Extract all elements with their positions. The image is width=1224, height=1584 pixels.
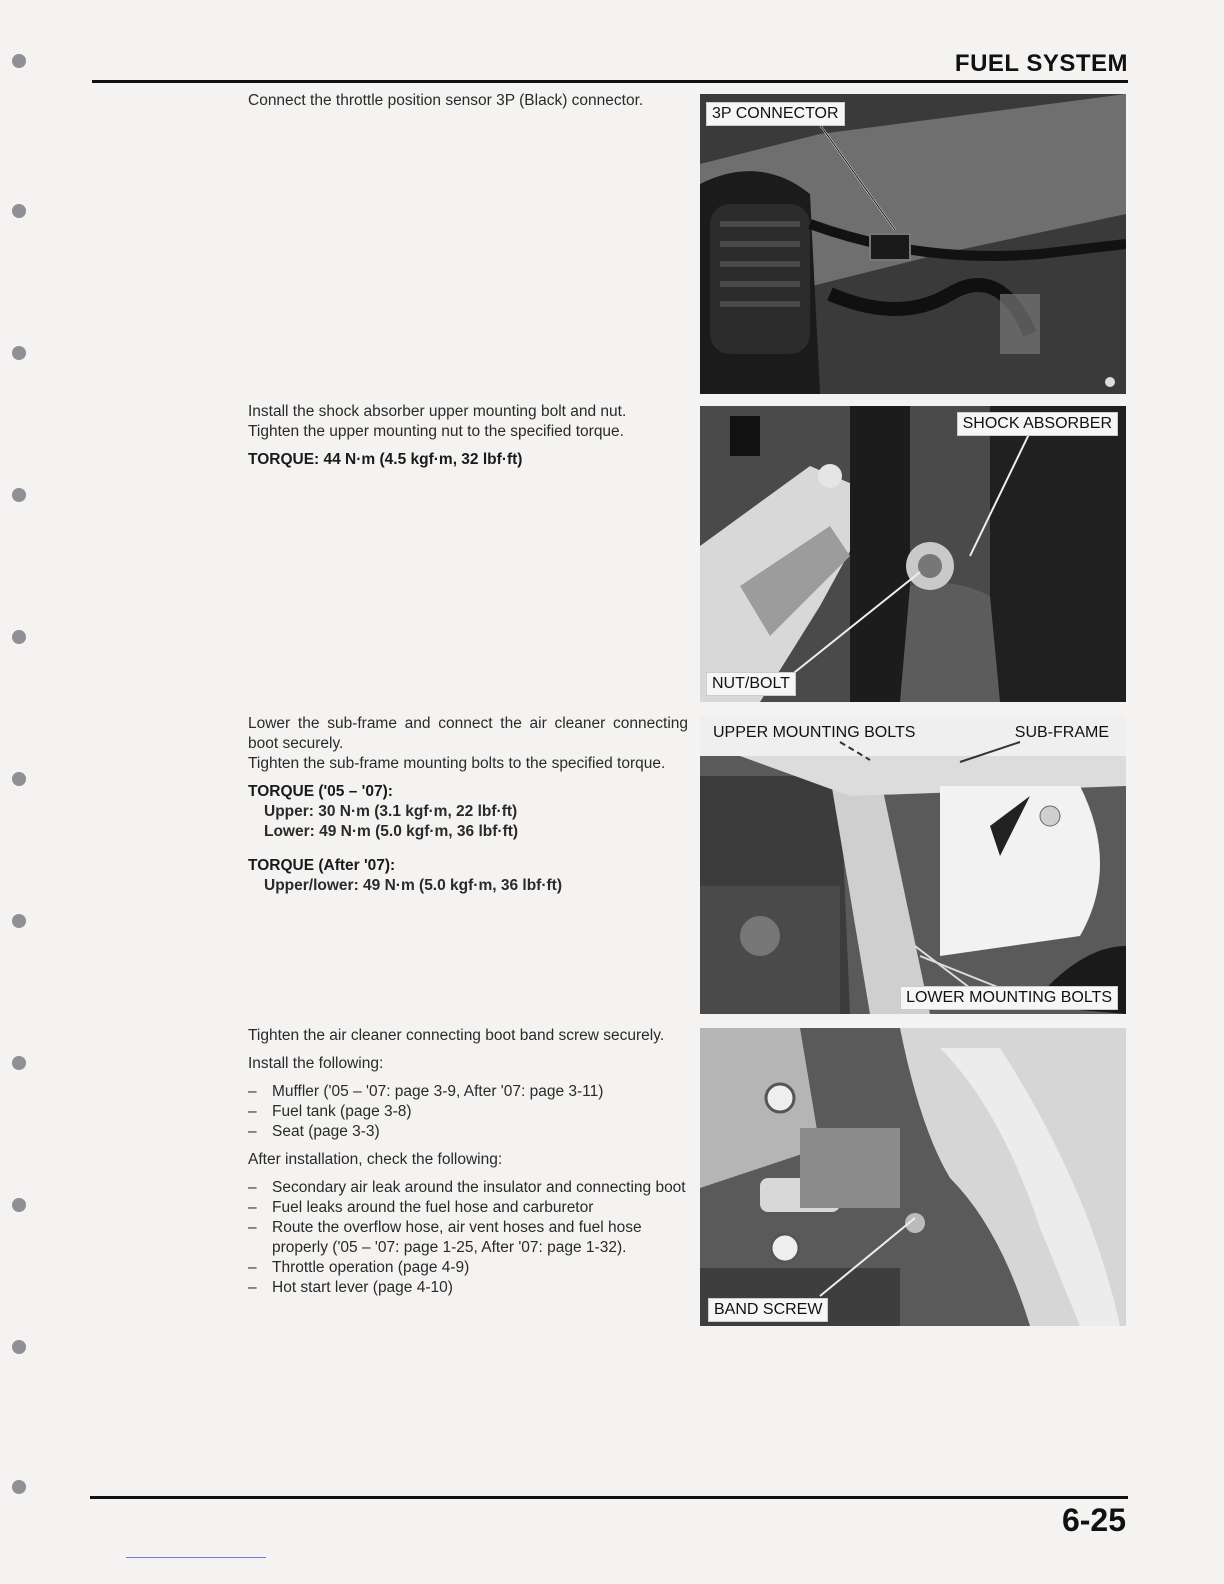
- step-2-line-1: Install the shock absorber upper mounting bolt and nut.: [248, 403, 627, 420]
- install-heading: Install the following:: [248, 1055, 384, 1072]
- torque-a-heading: TORQUE ('05 – '07):: [248, 783, 393, 800]
- step-3-line-2: Tighten the sub-frame mounting bolts to the specified torque.: [248, 755, 666, 772]
- binder-hole: [12, 346, 26, 360]
- list-item: – Throttle operation (page 4-9): [248, 1258, 688, 1278]
- torque-b-heading: TORQUE (After '07):: [248, 857, 396, 874]
- photo-illustration: [700, 716, 1126, 1014]
- binder-hole: [12, 630, 26, 644]
- list-item: – Route the overflow hose, air vent hoses and fuel hose properly ('05 – '07: page 1-25, After '07: page 1-32).: [248, 1218, 688, 1258]
- list-item: – Secondary air leak around the insulator and connecting boot: [248, 1178, 688, 1198]
- photo-band-screw: [700, 1028, 1126, 1326]
- list-item: – Hot start lever (page 4-10): [248, 1278, 688, 1298]
- binder-hole: [12, 1340, 26, 1354]
- step-3-line-1: Lower the sub-frame and connect the air cleaner connecting boot securely.: [248, 715, 688, 752]
- list-item: – Seat (page 3-3): [248, 1122, 688, 1142]
- binder-hole: [12, 914, 26, 928]
- label-sub-frame: SUB-FRAME: [1014, 724, 1109, 741]
- label-shock-absorber: SHOCK ABSORBER: [957, 412, 1118, 436]
- list-item: – Fuel tank (page 3-8): [248, 1102, 688, 1122]
- photo-illustration: [700, 406, 1126, 702]
- binder-hole: [12, 1198, 26, 1212]
- photo-shock-absorber: [700, 406, 1126, 702]
- step-2-torque: TORQUE: 44 N·m (4.5 kgf·m, 32 lbf·ft): [248, 451, 523, 468]
- label-band-screw: BAND SCREW: [708, 1298, 828, 1322]
- binder-hole: [12, 772, 26, 786]
- label-nut-bolt: NUT/BOLT: [706, 672, 796, 696]
- photo-illustration: [700, 1028, 1126, 1326]
- label-upper-mounting-bolts: UPPER MOUNTING BOLTS: [713, 724, 916, 741]
- step-3-text: [248, 714, 688, 896]
- binder-hole: [12, 54, 26, 68]
- list-item: – Fuel leaks around the fuel hose and carburetor: [248, 1198, 688, 1218]
- torque-a-lower: Lower: 49 N·m (5.0 kgf·m, 36 lbf·ft): [264, 823, 519, 840]
- install-list: [248, 1082, 688, 1142]
- step-4-line-1: Tighten the air cleaner connecting boot band screw securely.: [248, 1027, 665, 1044]
- check-heading: After installation, check the following:: [248, 1151, 503, 1168]
- binder-hole: [12, 1480, 26, 1494]
- step-4-text: [248, 1026, 688, 1306]
- step-2-line-2: Tighten the upper mounting nut to the specified torque.: [248, 423, 624, 440]
- header-rule: [92, 80, 1128, 83]
- binder-hole: [12, 1056, 26, 1070]
- torque-b-both: Upper/lower: 49 N·m (5.0 kgf·m, 36 lbf·ft): [264, 877, 562, 894]
- scan-mark: [126, 1557, 266, 1558]
- step-1-text: [248, 91, 688, 119]
- binder-hole: [12, 488, 26, 502]
- photo-illustration: [700, 94, 1126, 394]
- page-number: 6-25: [1061, 1502, 1126, 1538]
- section-title: FUEL SYSTEM: [954, 50, 1128, 77]
- photo-3p-connector: [700, 94, 1126, 394]
- label-lower-mounting-bolts: LOWER MOUNTING BOLTS: [900, 986, 1118, 1010]
- footer-rule: [90, 1496, 1128, 1499]
- torque-a-upper: Upper: 30 N·m (3.1 kgf·m, 22 lbf·ft): [264, 803, 518, 820]
- step-2-text: [248, 402, 688, 470]
- list-item: – Muffler ('05 – '07: page 3-9, After '07: page 3-11): [248, 1082, 688, 1102]
- photo-sub-frame: [700, 716, 1126, 1014]
- step-1-line: Connect the throttle position sensor 3P (Black) connector.: [248, 92, 644, 109]
- label-3p-connector: 3P CONNECTOR: [706, 102, 845, 126]
- check-list: [248, 1178, 688, 1298]
- binder-hole: [12, 204, 26, 218]
